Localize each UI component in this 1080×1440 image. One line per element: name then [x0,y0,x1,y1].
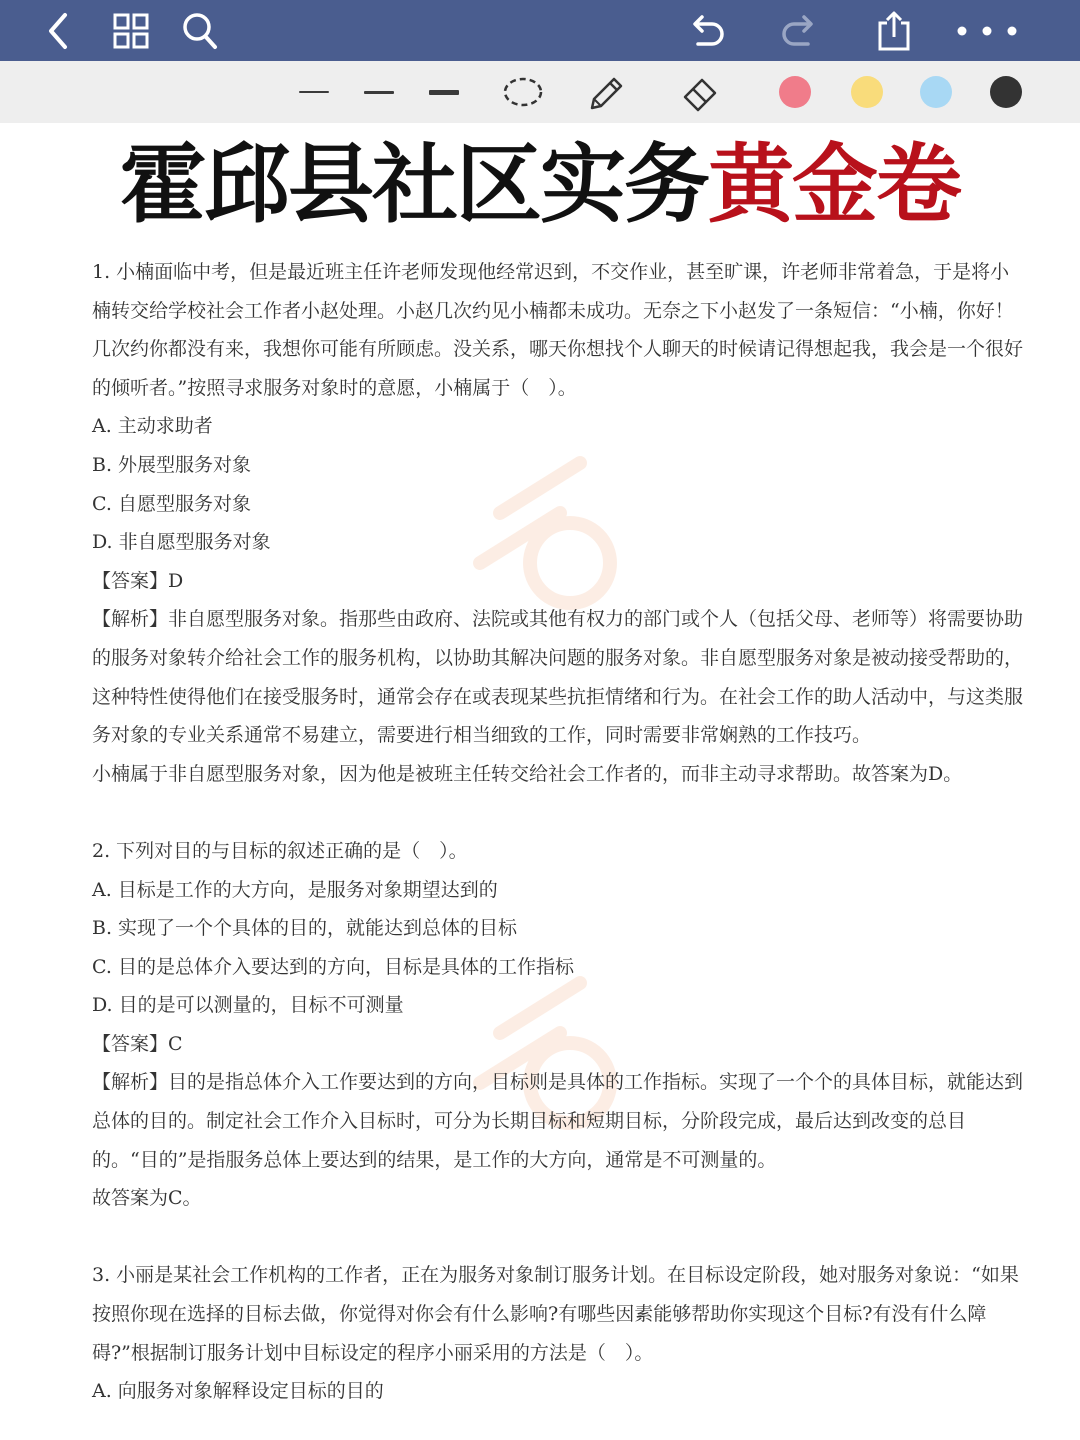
thick-line-icon [429,90,459,95]
color-swatch-yellow[interactable] [850,67,884,117]
question-2-stem: 2. 下列对目的与目标的叙述正确的是（ ）。 [92,839,468,862]
share-icon [876,10,912,52]
question-1-option-c: C. 自愿型服务对象 [92,492,251,515]
search-icon [182,12,218,50]
grid-icon [113,13,149,49]
medium-line-button[interactable] [353,67,405,117]
color-swatch-blue[interactable] [919,67,953,117]
black-swatch [990,76,1022,108]
blue-swatch [920,76,952,108]
annotation-toolbar [0,61,1080,123]
question-2-option-d: D. 目的是可以测量的，目标不可测量 [92,994,404,1017]
question-2-option-a: A. 目标是工作的大方向，是服务对象期望达到的 [92,878,498,901]
color-swatch-pink[interactable] [778,67,812,117]
grid-view-button[interactable] [105,6,157,56]
question-1-option-d: D. 非自愿型服务对象 [92,531,271,554]
thin-line-button[interactable] [288,67,340,117]
search-button[interactable] [174,6,226,56]
pink-swatch [779,76,811,108]
eraser-button[interactable] [674,67,728,117]
chevron-left-icon [43,11,73,51]
thick-line-button[interactable] [418,67,470,117]
more-icon [952,25,1022,37]
color-swatch-black[interactable] [989,67,1023,117]
more-button[interactable] [948,6,1026,56]
question-1-conclusion: 小楠属于非自愿型服务对象，因为他是被班主任转交给社会工作者的，而非主动寻求帮助。故答案为D。 [92,762,963,785]
share-button[interactable] [868,6,920,56]
question-2-answer: 【答案】C [92,1032,183,1055]
question-1-answer: 【答案】D [92,569,184,592]
undo-icon [686,12,726,50]
thin-line-icon [299,91,329,93]
medium-line-icon [364,91,394,94]
question-1-analysis: 【解析】非自愿型服务对象。指那些由政府、法院或其他有权力的部门或个人（包括父母、老师等）将需要协助的服务对象转介给社会工作的服务机构，以协助其解决问题的服务对象。非自愿型服务对象是被动接受帮助的，这种特性使得他们在接受服务时，通常会存在或表现某些抗拒情绪和行为。在社会工作的助人活动中，与这类服务对象的专业关系通常不易建立，需要进行相当细致的工作，同时需要非常娴熟的工作技巧。 [92,608,1024,747]
lasso-button[interactable] [498,67,548,117]
spacer [92,793,1027,832]
redo-icon [780,12,820,50]
title-main: 霍邱县社区实务 [120,135,708,235]
question-2-conclusion: 故答案为C。 [92,1187,202,1210]
document-page[interactable] [0,123,1080,1440]
pencil-icon [586,72,626,112]
spacer [92,1218,1027,1257]
question-2-analysis: 【解析】目的是指总体介入工作要达到的方向，目标则是具体的工作指标。实现了一个个的具体目标，就能达到总体的目的。制定社会工作介入目标时，可分为长期目标和短期目标，分阶段完成，最后达到改变的总目的。“目的”是指服务总体上要达到的结果，是工作的大方向，通常是不可测量的。 [92,1071,1024,1171]
back-button[interactable] [32,6,84,56]
undo-button[interactable] [680,6,732,56]
page-title [0,135,1080,235]
top-navigation-bar [0,0,1080,61]
question-2-option-c: C. 目的是总体介入要达到的方向，目标是具体的工作指标 [92,955,574,978]
lasso-icon [502,75,544,109]
eraser-icon [680,72,722,112]
question-3-option-a: A. 向服务对象解释设定目标的目的 [92,1380,384,1403]
question-1-option-b: B. 外展型服务对象 [92,453,252,476]
question-2-option-b: B. 实现了一个个具体的目的，就能达到总体的目标 [92,917,518,940]
question-1-stem: 1. 小楠面临中考，但是最近班主任许老师发现他经常迟到，不交作业，甚至旷课，许老师非常着急，于是将小楠转交给学校社会工作者小赵处理。小赵几次约见小楠都未成功。无奈之下小赵发了一条短信：“小楠，你好！几次约你都没有来，我想你可能有所顾虑。没关系，哪天你想找个人聊天的时候请记得想起我，我会是一个很好的倾听者。”按照寻求服务对象时的意愿，小楠属于（ ）。 [92,261,1024,399]
redo-button[interactable] [774,6,826,56]
document-body [92,253,1027,1411]
yellow-swatch [851,76,883,108]
question-3-stem: 3. 小丽是某社会工作机构的工作者，正在为服务对象制订服务计划。在目标设定阶段，她对服务对象说：“如果按照你现在选择的目标去做，你觉得对你会有什么影响?有哪些因素能够帮助你实现这个目标?有没有什么障碍?”根据制订服务计划中目标设定的程序小丽采用的方法是（ ）。 [92,1264,1019,1364]
title-accent: 黄金卷 [708,135,960,235]
pencil-button[interactable] [580,67,632,117]
question-1-option-a: A. 主动求助者 [92,415,213,438]
